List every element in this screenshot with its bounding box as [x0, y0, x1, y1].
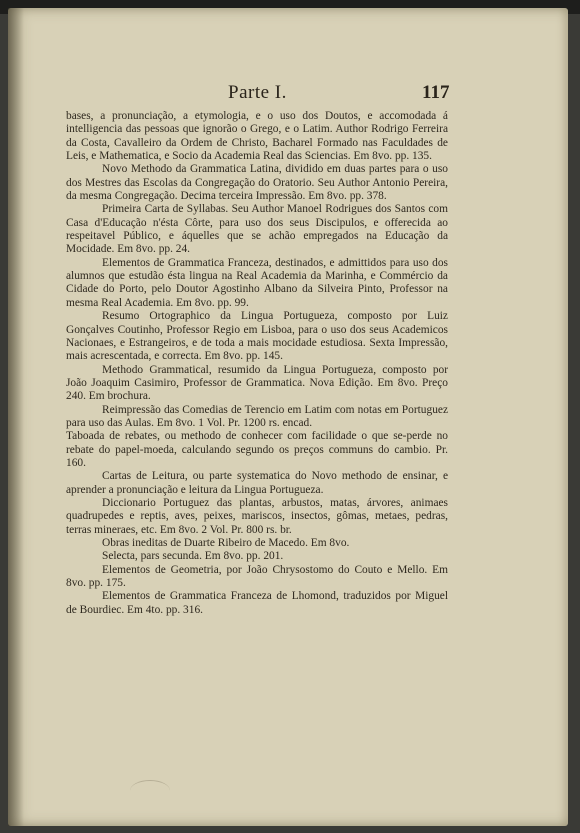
running-head: Parte I.	[228, 82, 287, 103]
page-gutter-shadow	[8, 8, 24, 826]
page-smudge	[130, 780, 170, 801]
entry-text: Diccionario Portuguez das plantas, arbustos, matas, árvores, animaes quadrupedes e reptis, aves, peixes, mariscos, insectos, gômas, metaes, pedras, terras mineraes, etc. Em 8vo. 2 Vol. Pr. 800 rs. br.	[66, 496, 448, 536]
entry-text: Elementos de Grammatica Franceza de Lhomond, traduzidos por Miguel de Bourdiec. Em 4to. pp. 316.	[66, 590, 448, 616]
entry-text: Elementos de Grammatica Franceza, destinados, e admittidos para uso dos alumnos que estudão ésta lingua na Real Academia da Marinha, e Commércio da Cidade do Porto, pelo Doutor Agostinho Albano da Silveira Pinto, Professor na mesma Real Academia. Em 8vo. pp. 99.	[66, 256, 448, 309]
entry-text: bases, a pronunciação, a etymologia, e o uso dos Doutos, e accomodada á intelligencia das pessoas que ignorão o Grego, e o Latim. Author Rodrigo Ferreira da Costa, Cavalleiro da Ordem de Christo, Bacharel Formado nas Faculdades de Leis, e Mathematica, e Socio da Academia Real das Sciencias. Em 8vo. pp. 135.	[66, 110, 448, 163]
page-number: 117	[422, 82, 450, 103]
entry-text: Resumo Ortographico da Lingua Portugueza, composto por Luiz Gonçalves Coutinho, Professor Regio em Lisboa, para o uso dos seus Academicos Nacionaes, e Estrangeiros, e de toda a mais mocidade estudiosa. Sexta Impressão, mais acrescentada, e correcta. Em 8vo. pp. 145.	[66, 310, 448, 363]
entry-text: Selecta, pars secunda. Em 8vo. pp. 201.	[102, 550, 284, 563]
page-body	[66, 110, 448, 617]
entry-text: Novo Methodo da Grammatica Latina, dividido em duas partes para o uso dos Mestres das Escolas da Congregação do Oratorio. Seu Author Antonio Pereira, da mesma Congregação. Decima terceira Impressão. Em 8vo. pp. 378.	[66, 163, 448, 203]
entry-text: Primeira Carta de Syllabas. Seu Author Manoel Rodrigues dos Santos com Casa d'Educação n'ésta Côrte, para uso dos seus Discipulos, e offerecida ao respeitavel Público, e áquelles que se achão empregados na Educação da Mocidade. Em 8vo. pp. 24.	[66, 203, 448, 256]
entry-text: Obras ineditas de Duarte Ribeiro de Macedo. Em 8vo.	[102, 537, 350, 549]
entry-text: Taboada de rebates, ou methodo de conhecer com facilidade o que se-perde no rebate do papel-moeda, calculando segundo os preços communs do cambio. Pr. 160.	[66, 430, 448, 469]
entry-text: Methodo Grammatical, resumido da Lingua Portugueza, composto por João Joaquim Casimiro, Professor de Grammatica. Nova Edição. Em 8vo. Preço 240. Em brochura.	[66, 363, 448, 403]
page-header	[60, 82, 460, 108]
entry-text: Elementos de Geometria, por João Chrysostomo do Couto e Mello. Em 8vo. pp. 175.	[66, 563, 448, 590]
entry-text: Cartas de Leitura, ou parte systematica do Novo methodo de ensinar, e aprender a pronunciação e leitura da Lingua Portugueza.	[66, 470, 448, 496]
entry-text: Reimpressão das Comedias de Terencio em Latim com notas em Portuguez para uso das Aulas. Em 8vo. 1 Vol. Pr. 1200 rs. encad.	[66, 403, 448, 429]
